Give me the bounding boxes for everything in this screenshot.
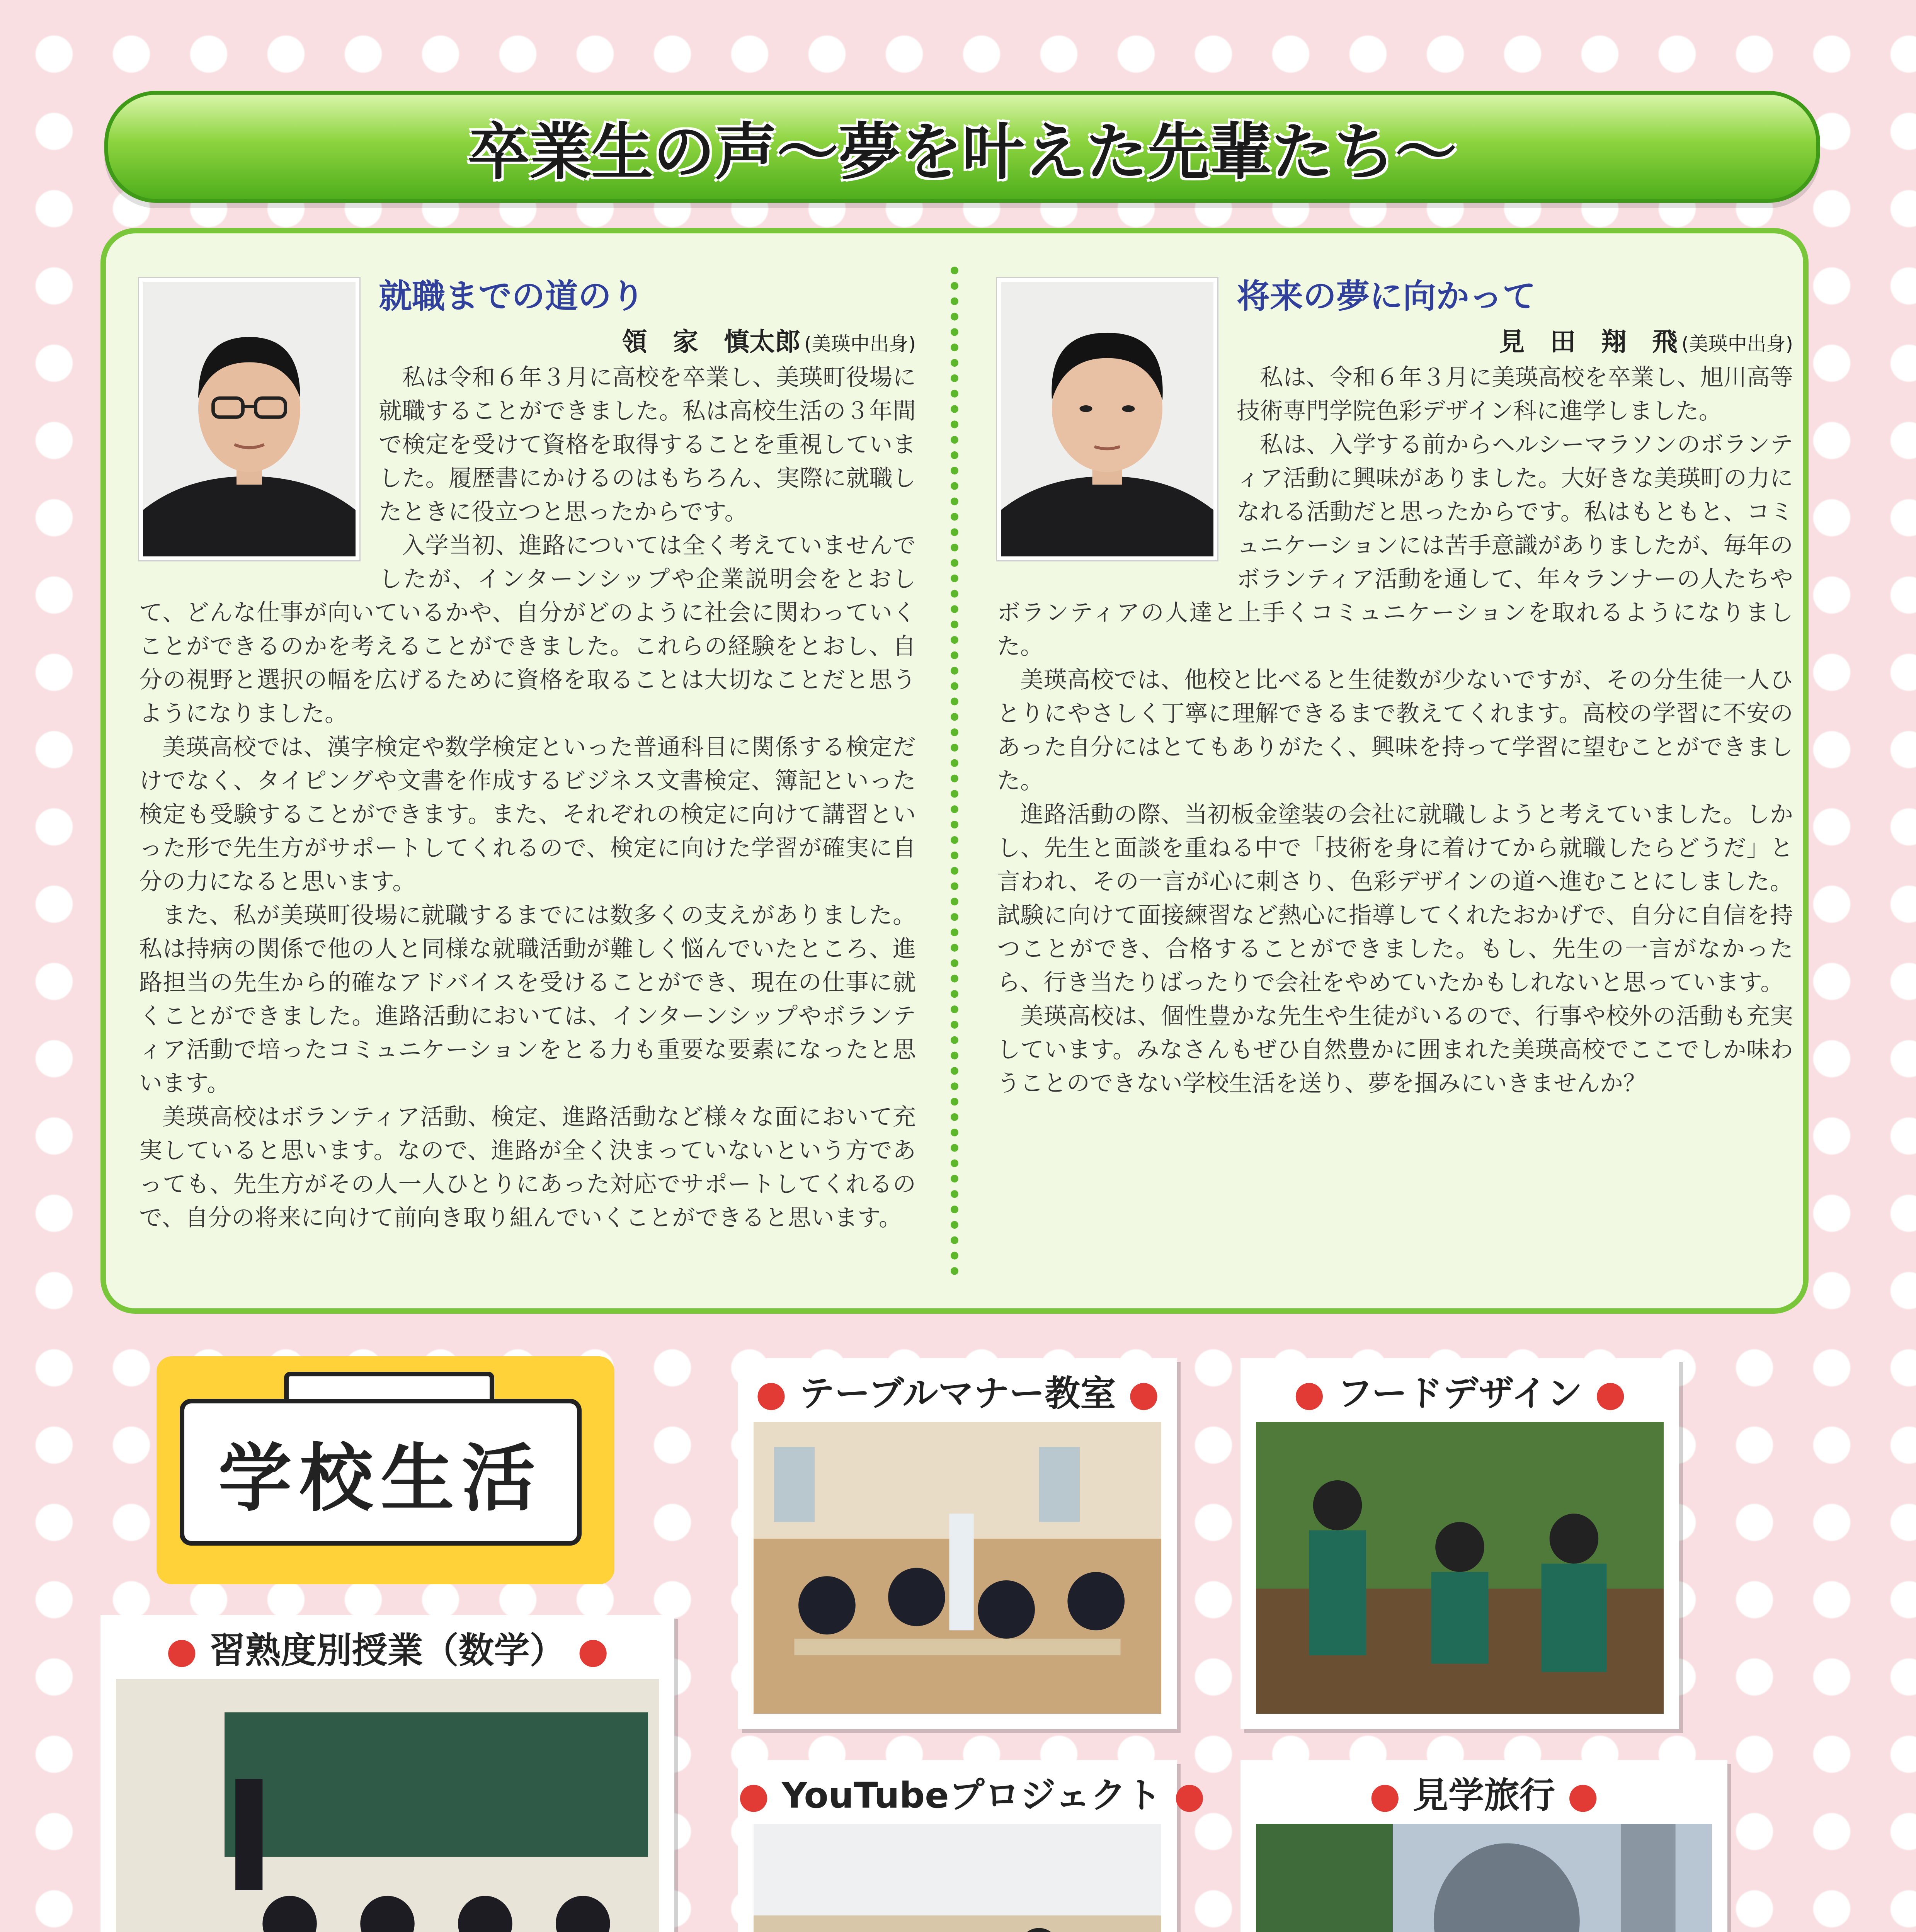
paragraph: 入学当初、進路については全く考えていませんでしたが、インターンシップや企業説明会をとおして、どんな仕事が向いているかや、自分がどのように社会に関わっていくことができるのかを考えることができました。これらの経験をとおし、自分の視野と選択の幅を広げるために資格を取ることは大切なことだと思うようになりました。 [139,532,916,727]
portrait-photo [139,278,359,560]
paragraph: 美瑛高校は、個性豊かな先生や生徒がいるので、行事や校外の活動も充実しています。みなさんもぜひ自然豊かに囲まれた美瑛高校でここでしか味わうことのできない学校生活を送り、夢を掴みにいきませんか？ [997,1002,1793,1097]
bullet-dot-icon: ● [166,1630,197,1671]
caption-text: フードデザイン [1337,1373,1582,1414]
bullet-dot-icon: ● [1594,1373,1626,1414]
voice-column-2 [997,278,1793,1100]
photo-image [1256,1824,1712,1932]
photo-image [116,1679,659,1932]
caption-text: 見学旅行 [1412,1775,1555,1816]
caption-text: 習熟度別授業（数学） [209,1630,565,1671]
author-name: 領 家 慎太郎 [621,327,800,357]
photo-caption [738,1365,1177,1416]
photo-card-food-design [1240,1358,1679,1729]
photo-card-math-class [100,1615,674,1932]
page-title: 卒業生の声～夢を叶えた先輩たち～ [467,116,1457,188]
author-origin: (美瑛中出身) [804,332,916,355]
author-name: 見 田 翔 飛 [1499,327,1678,357]
photo-image [1256,1422,1664,1714]
voice-column-1 [139,278,916,1235]
bullet-dot-icon: ● [1174,1775,1205,1816]
paragraph: 進路活動の際、当初板金塗装の会社に就職しようと考えていました。しかし、先生と面談を重ねる中で「技術を身に着けてから就職したらどうだ」と言われ、その一言が心に刺さり、色彩デザインの道へ進むことにしました。試験に向けて面接練習など熱心に指導してくれたおかげで、自分に自信を持つことができ、合格することができました。もし、先生の一言がなかったら、行き当たりばったりで会社をやめていたかもしれないと思っています。 [997,801,1793,996]
paragraph: また、私が美瑛町役場に就職するまでには数多くの支えがありました。私は持病の関係で他の人と同様な就職活動が難しく悩んでいたところ、進路担当の先生から的確なアドバイスを受けることができ、現在の仕事に就くことができました。進路活動においては、インターンシップやボランティア活動で培ったコミュニケーションをとる力も重要な要素になったと思います。 [139,901,916,1097]
voice-heading: 将来の夢に向かって [1237,277,1536,316]
paragraph: 美瑛高校では、漢字検定や数学検定といった普通科目に関係する検定だけでなく、タイピングや文書を作成するビジネス文書検定、簿記といった検定も受験することができます。また、それぞれの検定に向けて講習といった形で先生方がサポートしてくれるので、検定に向けた学習が確実に自分の力になると思います。 [139,733,916,895]
photo-caption [738,1767,1205,1818]
bullet-dot-icon: ● [1293,1373,1325,1414]
school-life-title: 学校生活 [218,1435,543,1521]
section-title-bar [104,91,1820,203]
photo-caption [100,1622,674,1673]
photo-caption [1240,1767,1727,1818]
bullet-dot-icon: ● [1369,1775,1400,1816]
photo-card-study-trip [1240,1760,1727,1932]
paragraph: 美瑛高校はボランティア活動、検定、進路活動など様々な面において充実していると思います。なので、進路が全く決まっていないという方であっても、先生方がその人一人ひとりにあった対応でサポートしてくれるので、自分の将来に向けて前向き取り組んでいくことができると思います。 [139,1103,916,1231]
author-origin: (美瑛中出身) [1681,332,1793,355]
caption-text: YouTubeプロジェクト [781,1775,1162,1816]
bullet-dot-icon: ● [756,1373,787,1414]
portrait-photo [997,278,1217,560]
paragraph: 私は令和６年３月に高校を卒業し、美瑛町役場に就職することができました。私は高校生活の３年間で検定を受けて資格を取得することを重視していました。履歴書にかけるのはもちろん、実際に就職したときに役立つと思ったからです。 [379,364,916,526]
photo-caption [1240,1365,1679,1416]
paragraph: 私は、令和６年３月に美瑛高校を卒業し、旭川高等技術専門学院色彩デザイン科に進学しました。 [1237,364,1793,425]
bullet-dot-icon: ● [577,1630,609,1671]
paragraph: 私は、入学する前からヘルシーマラソンのボランティア活動に興味がありました。大好きな美瑛町の力になれる活動だと思ったからです。私はもともと、コミュニケーションには苦手意識がありましたが、毎年のボランティア活動を通して、年々ランナーの人たちやボランティアの人達と上手くコミュニケーションを取れるようになりました。 [997,431,1793,660]
caption-text: テーブルマナー教室 [799,1373,1116,1414]
photo-card-table-manners [738,1358,1177,1729]
label-note [180,1399,582,1546]
bullet-dot-icon: ● [1128,1373,1159,1414]
voice-heading: 就職までの道のり [379,277,645,316]
bullet-dot-icon: ● [1567,1775,1599,1816]
paragraph: 美瑛高校では、他校と比べると生徒数が少ないですが、その分生徒一人ひとりにやさしく丁寧に理解できるまで教えてくれます。高校の学習に不安のあった自分にはとてもありがたく、興味を持って学習に望むことができました。 [997,666,1793,794]
bullet-dot-icon: ● [738,1775,769,1816]
photo-card-youtube-project [738,1760,1205,1932]
photo-image [754,1422,1161,1714]
column-divider [951,267,958,1275]
photo-image [754,1824,1161,1932]
school-life-label [157,1356,614,1584]
